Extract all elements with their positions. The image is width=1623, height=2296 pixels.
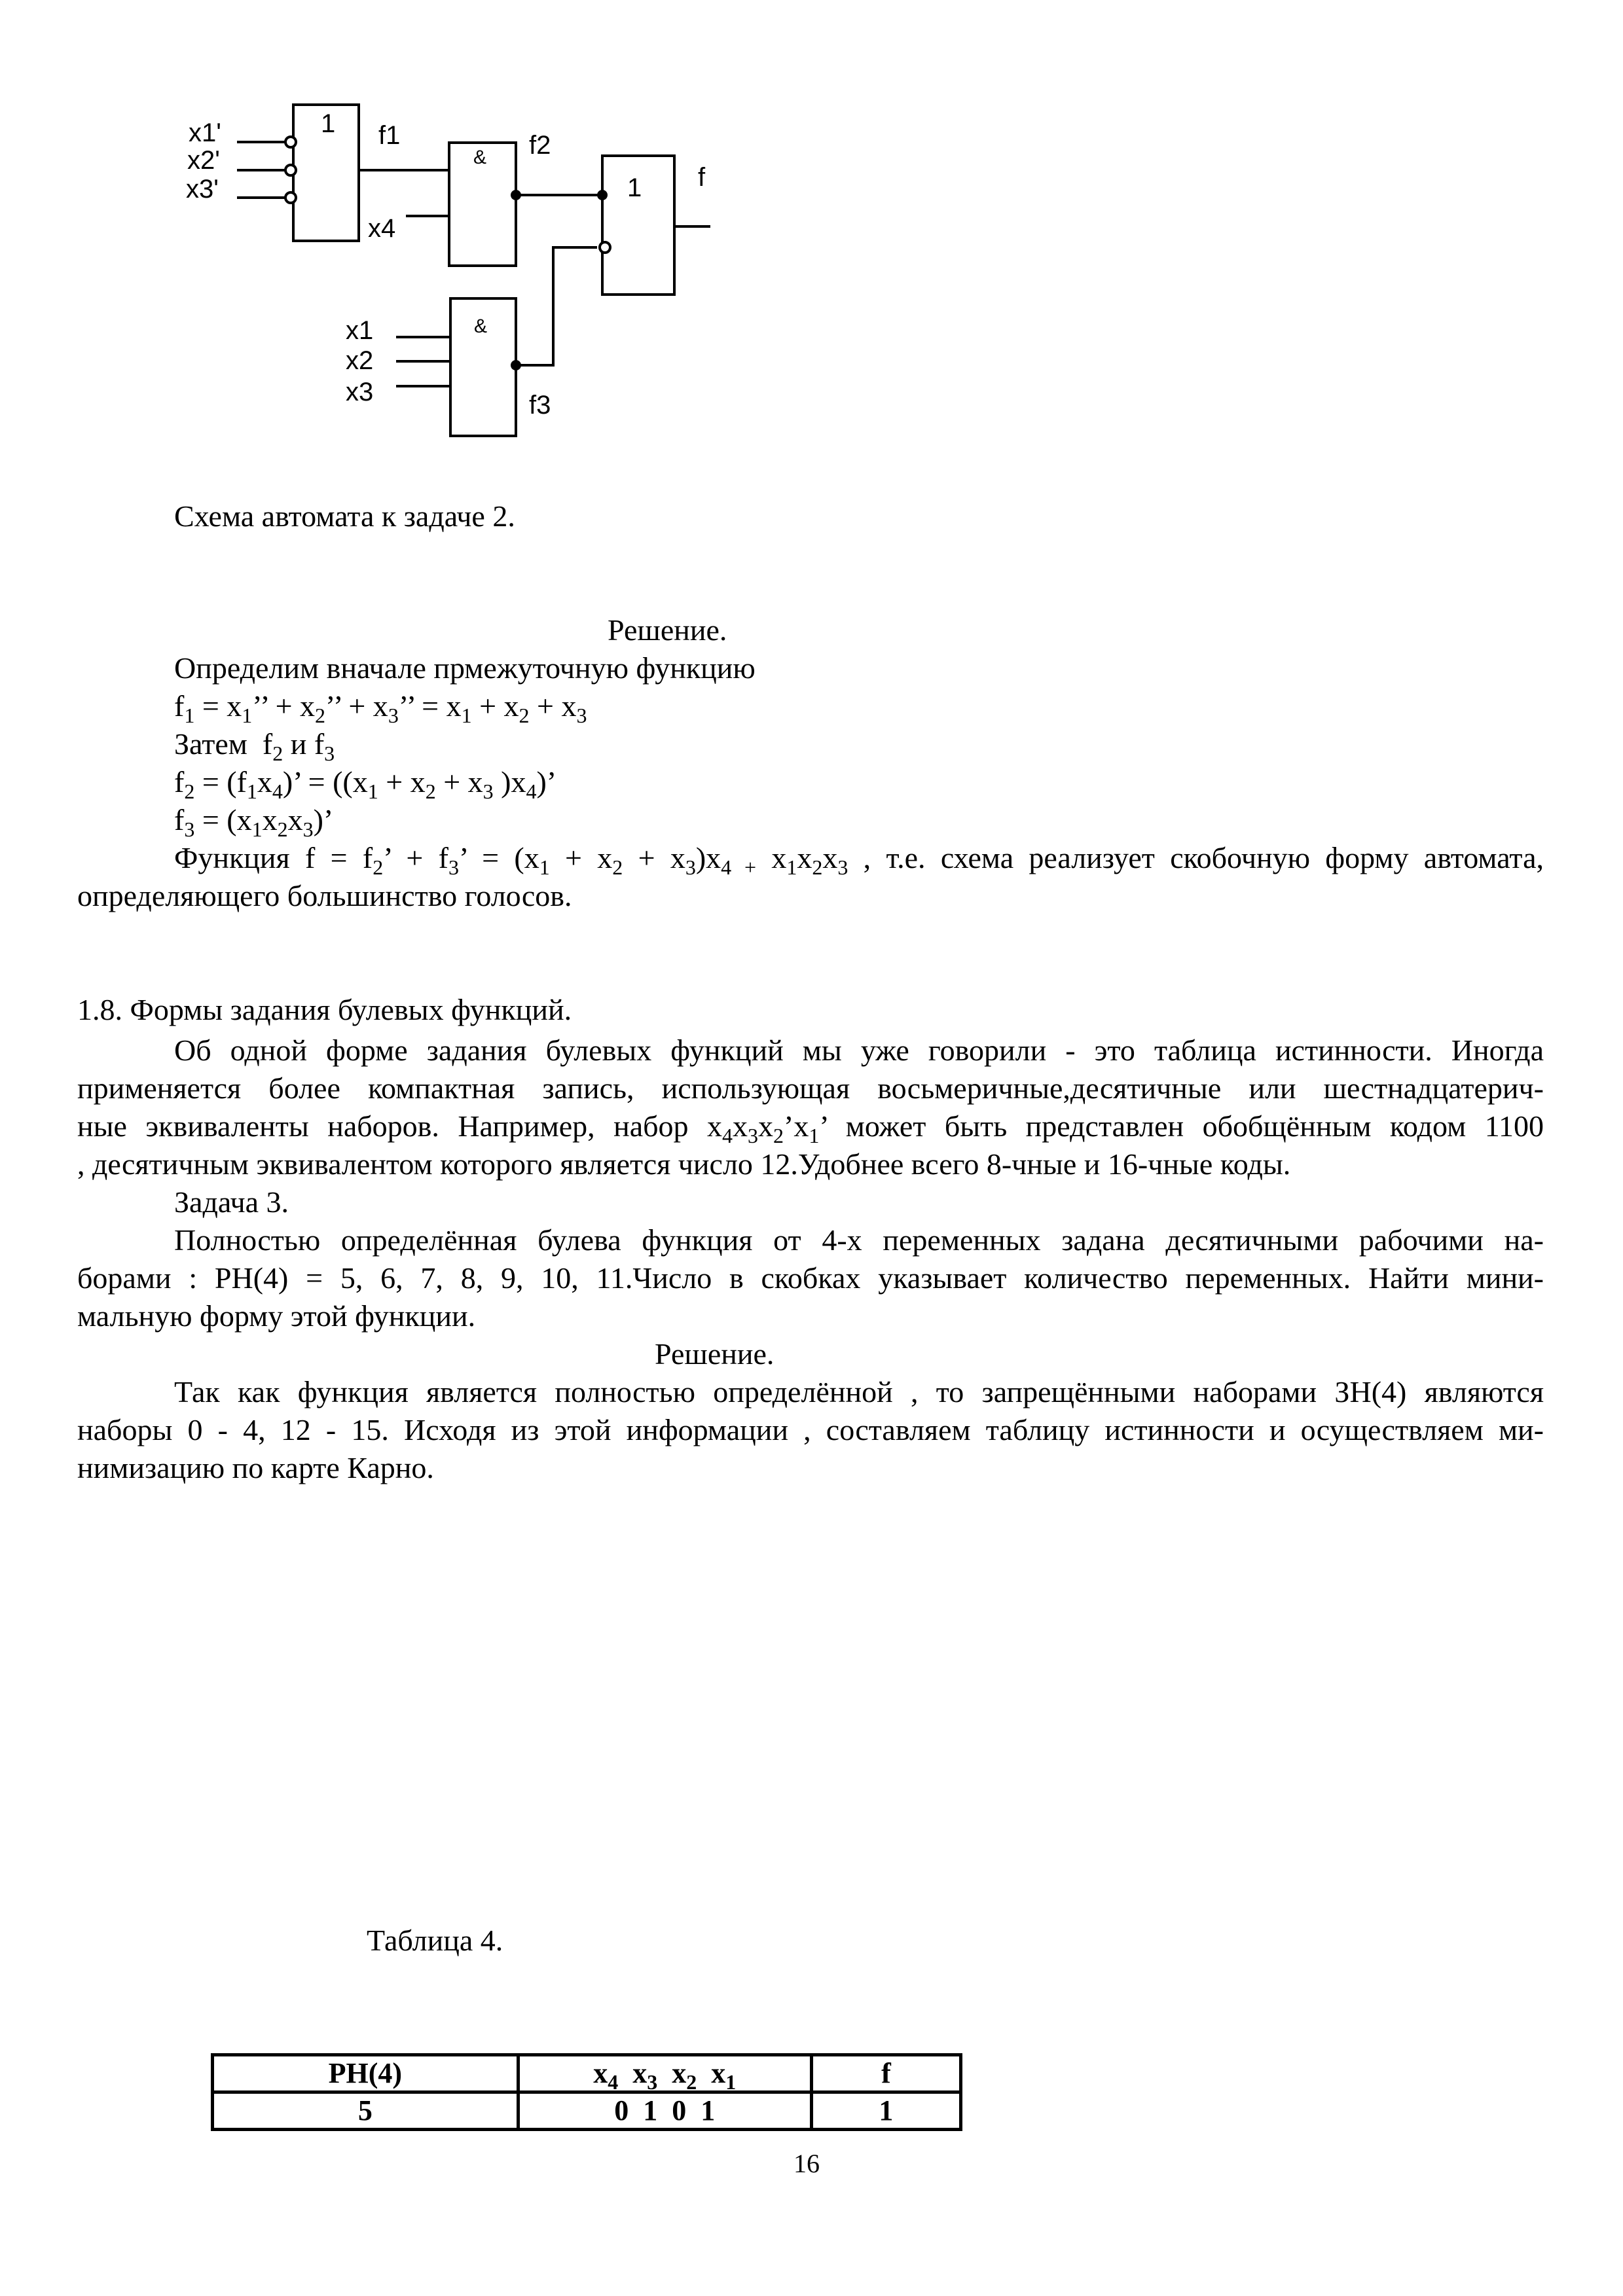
task-title: Задача 3. — [174, 1185, 289, 1219]
input-label: x1 — [346, 316, 374, 345]
paragraph-line: применяется более компактная запись, использующая восьмеричные,десятичные или шестнадцатерич- — [77, 1071, 1544, 1105]
signal-label: f3 — [529, 391, 551, 420]
table-header-row — [213, 2055, 961, 2092]
input-label: x2' — [187, 146, 220, 175]
text: Функция — [174, 841, 290, 874]
paragraph-line: Полностью определённая булева функция от 4-х переменных задана десятичными рабочими на- — [174, 1223, 1544, 1257]
section-title: 1.8. Формы задания булевых функций. — [77, 993, 572, 1026]
signal-label: f1 — [378, 121, 401, 150]
formula-f3: $f_3 = (x_1x_2x_3)$’ — [174, 803, 334, 841]
input-label: x1' — [189, 118, 221, 147]
gate-symbol: & — [474, 315, 488, 337]
table-row — [213, 2092, 961, 2130]
paragraph-line: борами : РН(4) = 5, 6, 7, 8, 9, 10, 11.Число в скобках указывает количество переменных. Найти мини- — [77, 1261, 1544, 1295]
formula-f: Функция $f = f_2$’ + $f_3$’ = $(x_1 + x_2 + x_3)x_{4 +}$ $x_1x_2x_3$ , т.е. схема реализует скобочную форму автомата, — [174, 841, 1544, 879]
table-header: $x_4$ $x_3$ $x_2$ $x_1$ — [518, 2055, 811, 2092]
table-caption: Таблица 4. — [367, 1924, 503, 1957]
logic-circuit-diagram — [0, 0, 786, 458]
solution-line: определяющего большинство голосов. — [77, 879, 572, 912]
gate-symbol: 1 — [627, 173, 642, 202]
input-label: x3' — [186, 175, 219, 204]
paragraph-line: мальную форму этой функции. — [77, 1299, 476, 1333]
input-label: x2 — [346, 346, 374, 375]
signal-label: f — [698, 163, 706, 192]
table-header: РН(4) — [213, 2055, 519, 2092]
table-cell: 1 — [811, 2092, 960, 2130]
paragraph-line: ные эквиваленты наборов. Например, набор $x_4x_3x_2’x_1$’ может быть представлен обобщённым кодом 1100 — [77, 1109, 1544, 1147]
paragraph-line: , десятичным эквивалентом которого является число 12.Удобнее всего 8-чные и 16-чные коды. — [77, 1147, 1291, 1181]
figure-caption: Схема автомата к задаче 2. — [174, 499, 515, 533]
truth-table — [211, 2053, 962, 2131]
text: Затем — [174, 727, 247, 761]
page-number: 16 — [793, 2149, 820, 2178]
formula-f1: $f_1 = x_1$’’ + $x_2$’’ + $x_3$’’ = $x_1 + x_2 + x_3$ — [174, 689, 587, 727]
gate-symbol: 1 — [321, 109, 336, 138]
solution-line: Определим вначале прмежуточную функцию — [174, 651, 756, 685]
paragraph-line: наборы 0 - 4, 12 - 15. Исходя из этой информации , составляем таблицу истинности и осуществляем ми- — [77, 1413, 1544, 1446]
gate-symbol: & — [473, 147, 487, 168]
table-cell: 0 1 0 1 — [518, 2092, 811, 2130]
paragraph-line: Так как функция является полностью определённой , то запрещёнными наборами ЗН(4) являются — [174, 1375, 1544, 1408]
signal-label: x4 — [368, 214, 396, 243]
solution-heading: Решение. — [655, 1337, 775, 1371]
formula-f2: $f_2 = (f_1x_4)$’ = (($x_1 + x_2 + x_3$ )$x_4$)’ — [174, 765, 557, 803]
input-label: x3 — [346, 378, 374, 406]
table-cell: 5 — [213, 2092, 519, 2130]
signal-label: f2 — [529, 131, 551, 160]
paragraph-line: нимизацию по карте Карно. — [77, 1451, 434, 1484]
solution-heading: Решение. — [608, 613, 727, 647]
paragraph-line: Об одной форме задания булевых функций мы уже говорили - это таблица истинности. Иногда — [174, 1033, 1544, 1067]
table-header: f — [811, 2055, 960, 2092]
solution-line: Затем $f_2$ и $f_3$ — [174, 727, 335, 765]
text: , т.е. схема реализует скобочную форму автомата, — [863, 841, 1544, 874]
